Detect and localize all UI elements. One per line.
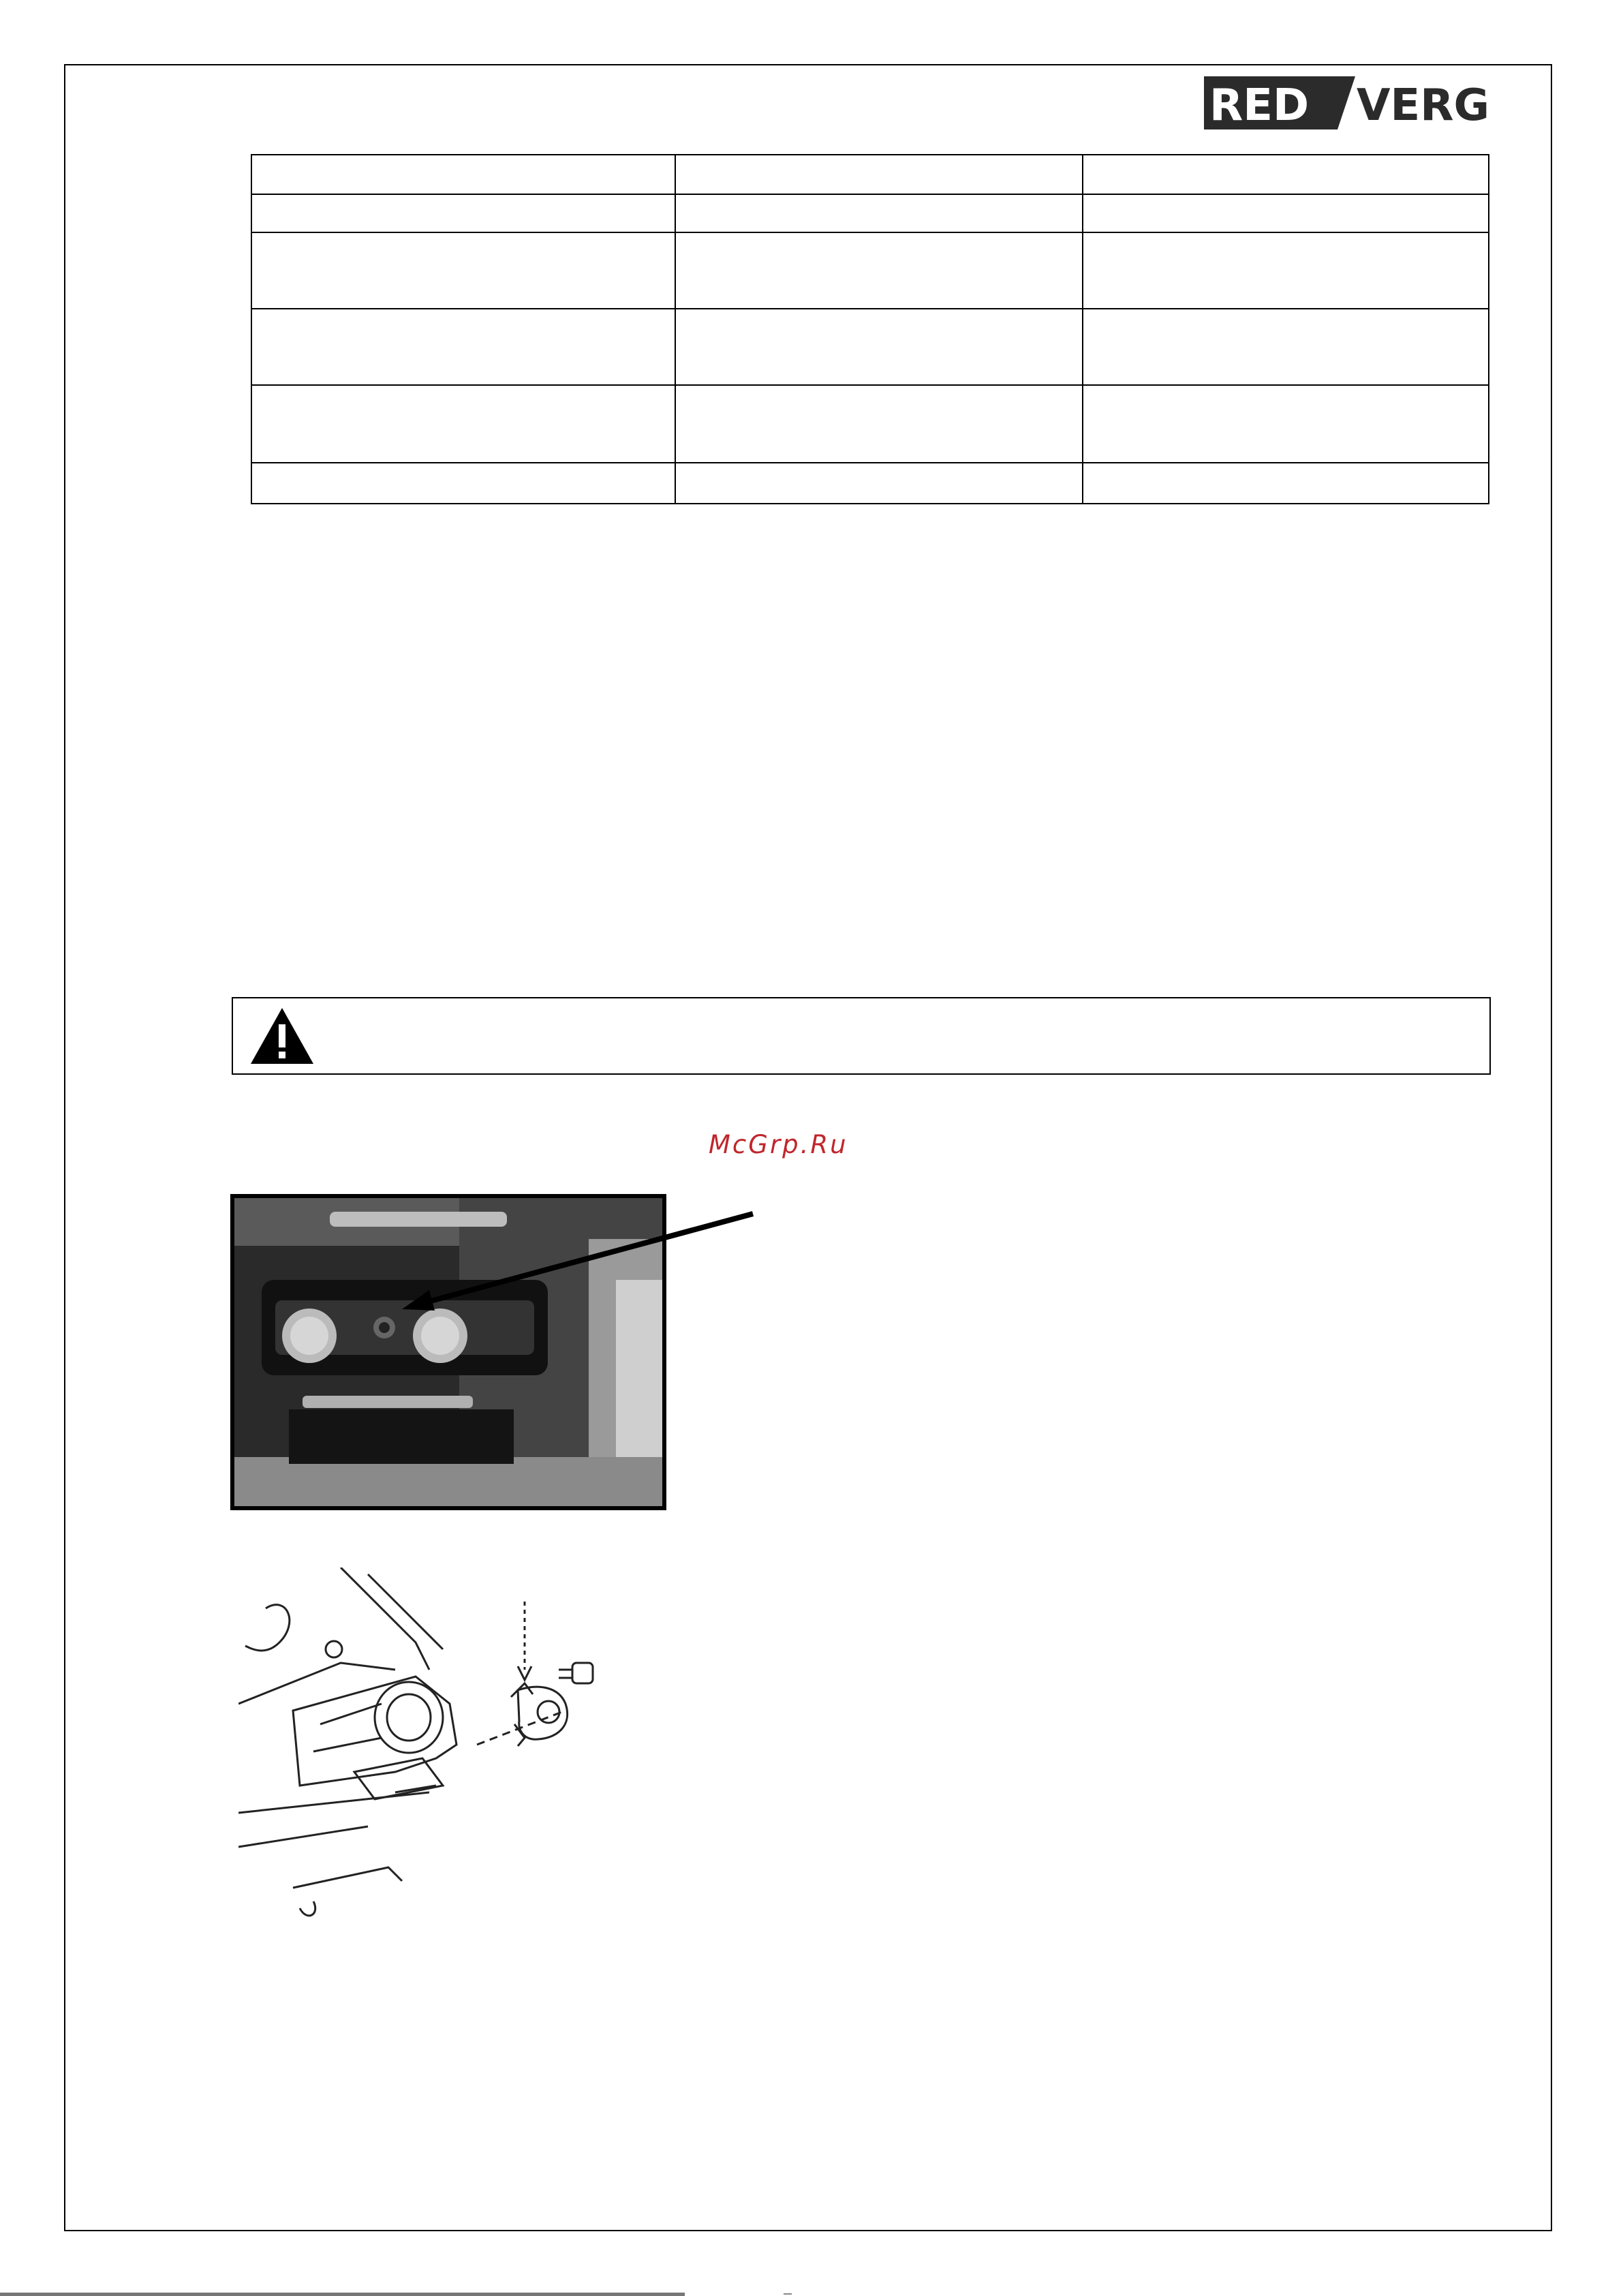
watermark-text: McGrp.Ru	[709, 1130, 848, 1159]
table-cell	[675, 232, 1083, 309]
table-cell	[251, 232, 675, 309]
table-row	[251, 385, 1489, 463]
table-cell	[251, 385, 675, 463]
redverg-logo	[1204, 76, 1500, 129]
table-row	[251, 194, 1489, 232]
table-cell	[675, 194, 1083, 232]
table-row	[251, 463, 1489, 504]
footer-mark	[784, 2293, 792, 2295]
table-row	[251, 309, 1489, 385]
table-cell	[675, 155, 1083, 194]
table-cell	[1083, 309, 1489, 385]
svg-text:VERG: VERG	[1357, 80, 1490, 129]
table-cell	[675, 463, 1083, 504]
table-cell	[1083, 194, 1489, 232]
footer-rule	[0, 2293, 685, 2296]
table-row	[251, 155, 1489, 194]
table-cell	[675, 309, 1083, 385]
table-cell	[251, 463, 675, 504]
table-row	[251, 232, 1489, 309]
warning-triangle-icon	[249, 1007, 315, 1065]
svg-text:RED: RED	[1209, 80, 1310, 129]
table-cell	[1083, 155, 1489, 194]
pointer-arrow-icon	[395, 1210, 756, 1319]
assembly-line-drawing	[238, 1567, 661, 1922]
table-cell	[251, 309, 675, 385]
table-cell	[251, 155, 675, 194]
table-cell	[675, 385, 1083, 463]
table-cell	[1083, 463, 1489, 504]
table-cell	[251, 194, 675, 232]
table-cell	[1083, 385, 1489, 463]
warning-box	[232, 997, 1491, 1075]
spec-table	[251, 154, 1489, 504]
table-cell	[1083, 232, 1489, 309]
